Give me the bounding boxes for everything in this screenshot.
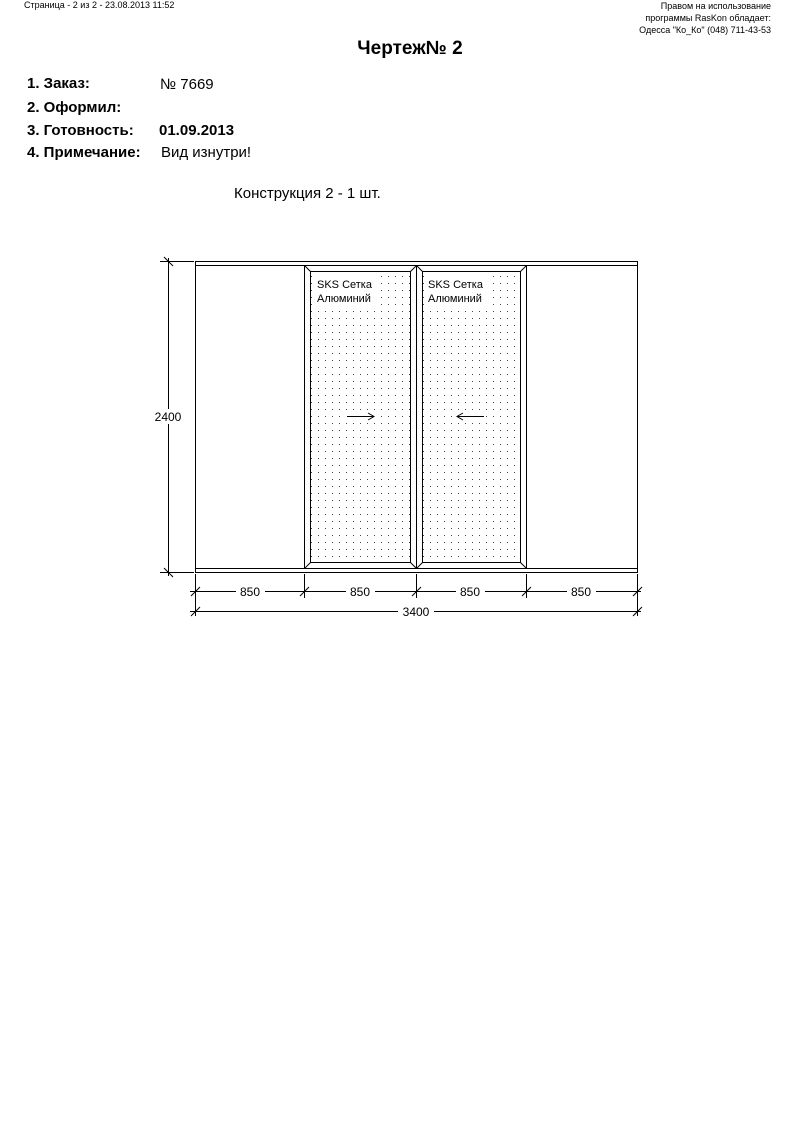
rights-line-3: Одесса "Ко_Ко" (048) 711-43-53 (639, 25, 771, 35)
rights-line-1: Правом на использование (660, 1, 771, 11)
note-label: 4. Примечание: (27, 144, 141, 161)
right-arrow-icon (345, 411, 376, 422)
height-dim-label: 2400 (154, 410, 182, 424)
panel-left-label-1: SKS Сетка (317, 279, 372, 291)
order-value: № 7669 (160, 76, 214, 93)
width-dim-4: 850 (570, 585, 592, 599)
page-info: Страница - 2 из 2 - 23.08.2013 11:52 (24, 0, 175, 10)
width-dim-1: 850 (239, 585, 261, 599)
left-arrow-icon (455, 411, 486, 422)
width-dim-2: 850 (349, 585, 371, 599)
construction-caption: Конструкция 2 - 1 шт. (234, 185, 381, 202)
panel-right-label-2: Алюминий (428, 293, 482, 305)
rights-line-2: программы RasKon обладает: (645, 13, 771, 23)
page-title: Чертеж№ 2 (357, 38, 463, 59)
note-value: Вид изнутри! (161, 144, 252, 161)
panel-left-label-2: Алюминий (317, 293, 371, 305)
prepared-by-label: 2. Оформил: (27, 99, 122, 116)
total-width-dim: 3400 (402, 605, 430, 619)
width-dim-3: 850 (459, 585, 481, 599)
ready-date-value: 01.09.2013 (159, 122, 235, 139)
order-label: 1. Заказ: (27, 75, 90, 92)
ready-date-label: 3. Готовность: (27, 122, 134, 139)
panel-right-label-1: SKS Сетка (428, 279, 483, 291)
